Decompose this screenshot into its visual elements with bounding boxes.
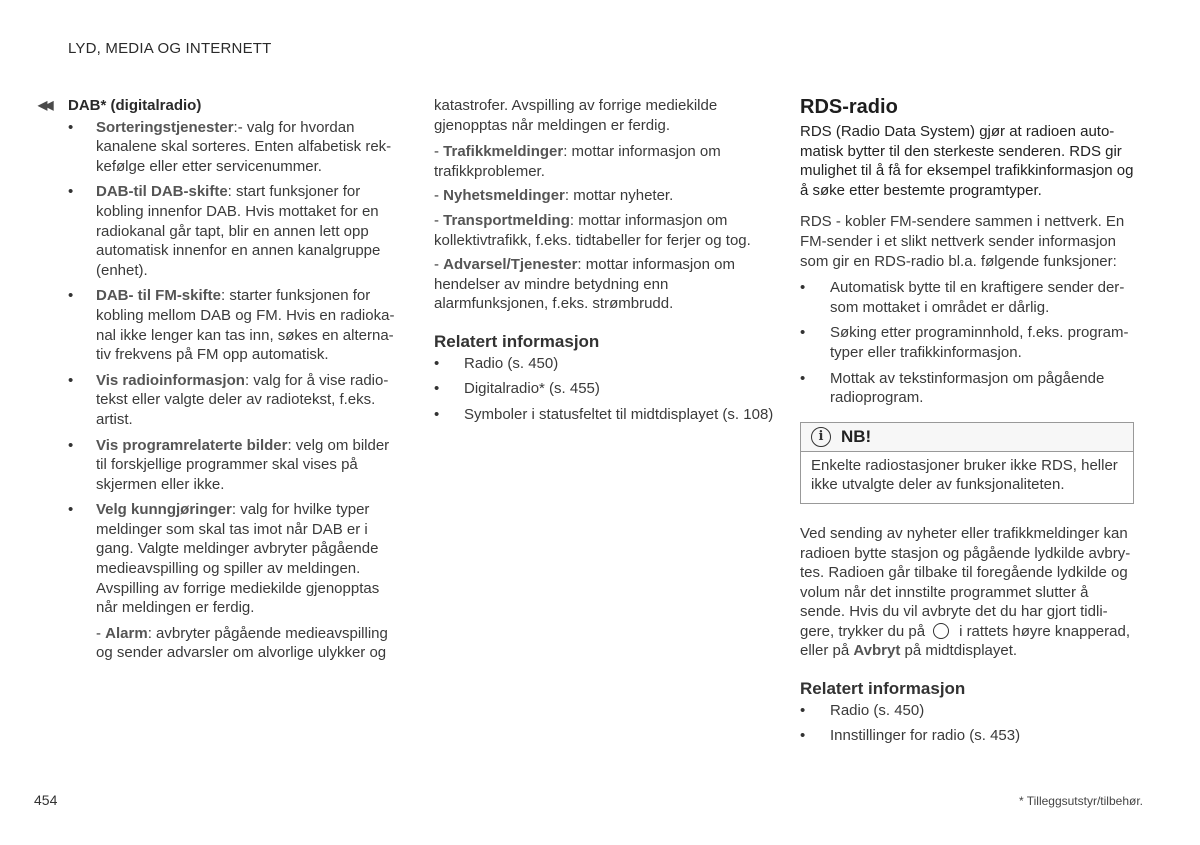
list-item: • Automatisk bytte til en kraftigere sender dersom mottaket i området er dårlig. bbox=[800, 278, 1134, 317]
ring-button-icon bbox=[933, 623, 949, 639]
related-info-list bbox=[800, 701, 1134, 746]
announcement-type: - Trafikkmeldinger: mottar informasjon om trafikkproblemer. bbox=[434, 143, 721, 180]
footnote: * Tilleggsutstyr/tilbehør. bbox=[1018, 794, 1143, 808]
note-label: NB! bbox=[841, 426, 872, 446]
continuation-title: DAB* (digitalradio) bbox=[68, 97, 202, 114]
body-paragraph: RDS - kobler FM-sendere sammen i nettverk. En FM-sender i et slikt nettverk sender informasjon som gir en RDS-radio bl.a. følgende funksjoner: bbox=[800, 213, 1125, 270]
list-item: • DAB- til FM-skifte: starter funksjonen for kobling mellom DAB og FM. Hvis en radiokanal ikke lenger kan tas inn, søkes en alternativ frekvens på FM opp automatisk. bbox=[38, 286, 403, 364]
related-info-list bbox=[434, 354, 774, 425]
related-info-heading: Relatert informasjon bbox=[800, 679, 966, 699]
list-item: • Velg kunngjøringer: valg for hvilke typer meldinger som skal tas imot når DAB er i gang. Valgte meldinger avbryter pågående medieavspilling og spiller av meldingen. Avspilling av forrige mediekilde gjenopptas når meldingen er ferdig. bbox=[38, 500, 403, 618]
list-item: • Sorteringstjenester:- valg for hvordan kanalene skal sorteres. Enten alfabetisk rekkefølge eller etter servicenummer. bbox=[38, 118, 403, 177]
body-paragraph: Ved sending av nyheter eller trafikkmeldinger kan radioen bytte stasjon og pågående lydkilde avbrytes. Radioen går tilbake til foregående lydkilde og volum når det innstilte programmet slutter å sende. Hvis du vil avbryte det du har gjort tidligere, trykker du på i rattets høyre knapperad, eller på Avbryt på midtdisplayet. bbox=[800, 524, 1131, 660]
intro-paragraph: RDS (Radio Data System) gjør at radioen automatisk bytter til den sterkeste senderen. RDS gir mulighet til å få for eksempel trafikkinformasjon og å søke etter bestemte programtyper. bbox=[800, 123, 1134, 199]
announcement-type: - Nyhetsmeldinger: mottar nyheter. bbox=[434, 187, 674, 205]
related-link[interactable]: • Innstillinger for radio (s. 453) bbox=[800, 726, 1134, 746]
continuation-paragraph: katastrofer. Avspilling av forrige mediekilde gjenopptas når meldingen er ferdig. bbox=[434, 97, 718, 134]
related-link[interactable]: • Radio (s. 450) bbox=[800, 701, 1134, 721]
rds-features-list bbox=[800, 278, 1134, 408]
column-right bbox=[800, 96, 1134, 752]
list-item: • Mottak av tekstinformasjon om pågående radioprogram. bbox=[800, 369, 1134, 408]
section-title: RDS-radio bbox=[800, 96, 898, 118]
column-left bbox=[38, 96, 403, 670]
page-number: 454 bbox=[34, 792, 58, 808]
info-icon: i bbox=[811, 427, 831, 447]
announcement-type: - Transportmelding: mottar informasjon om kollektivtrafikk, f.eks. tidtabeller for ferjer og tog. bbox=[434, 211, 751, 249]
related-link[interactable]: • Digitalradio* (s. 455) bbox=[434, 379, 774, 399]
related-link[interactable]: • Symboler i statusfeltet til midtdisplayet (s. 108) bbox=[434, 405, 774, 425]
continuation-arrow-icon: ◀◀ bbox=[38, 98, 51, 112]
related-link[interactable]: • Radio (s. 450) bbox=[434, 354, 774, 374]
list-item: • Vis programrelaterte bilder: velg om bilder til forskjellige programmer skal vises på skjermen eller ikke. bbox=[38, 436, 403, 495]
alarm-paragraph: - Alarm: avbryter pågående medieavspilling og sender advarsler om alvorlige ulykker og bbox=[96, 624, 388, 662]
note-box bbox=[800, 422, 1134, 504]
announcement-type: - Advarsel/Tjenester: mottar informasjon om hendelser av mindre betydning enn alarmfunksjonen, f.eks. strømbrudd. bbox=[434, 256, 735, 313]
column-middle bbox=[434, 96, 774, 430]
list-item: • Vis radioinformasjon: valg for å vise radiotekst eller valgte deler av radiotekst, f.eks. artist. bbox=[38, 371, 403, 430]
list-item: • Søking etter programinnhold, f.eks. programtyper eller trafikkinformasjon. bbox=[800, 323, 1134, 362]
list-item: • DAB-til DAB-skifte: start funksjoner for kobling innenfor DAB. Hvis mottaket for en radiokanal går tapt, blir en annen lett opp automatisk innenfor en annen kanalgruppe (enhet). bbox=[38, 182, 403, 280]
continuation-heading bbox=[38, 96, 403, 116]
note-header bbox=[801, 423, 1133, 452]
related-info-heading: Relatert informasjon bbox=[434, 331, 600, 351]
page-header: LYD, MEDIA OG INTERNETT bbox=[68, 40, 272, 57]
note-text: Enkelte radiostasjoner bruker ikke RDS, heller ikke utvalgte deler av funksjonaliteten. bbox=[811, 456, 1118, 494]
dab-settings-list bbox=[38, 118, 403, 618]
